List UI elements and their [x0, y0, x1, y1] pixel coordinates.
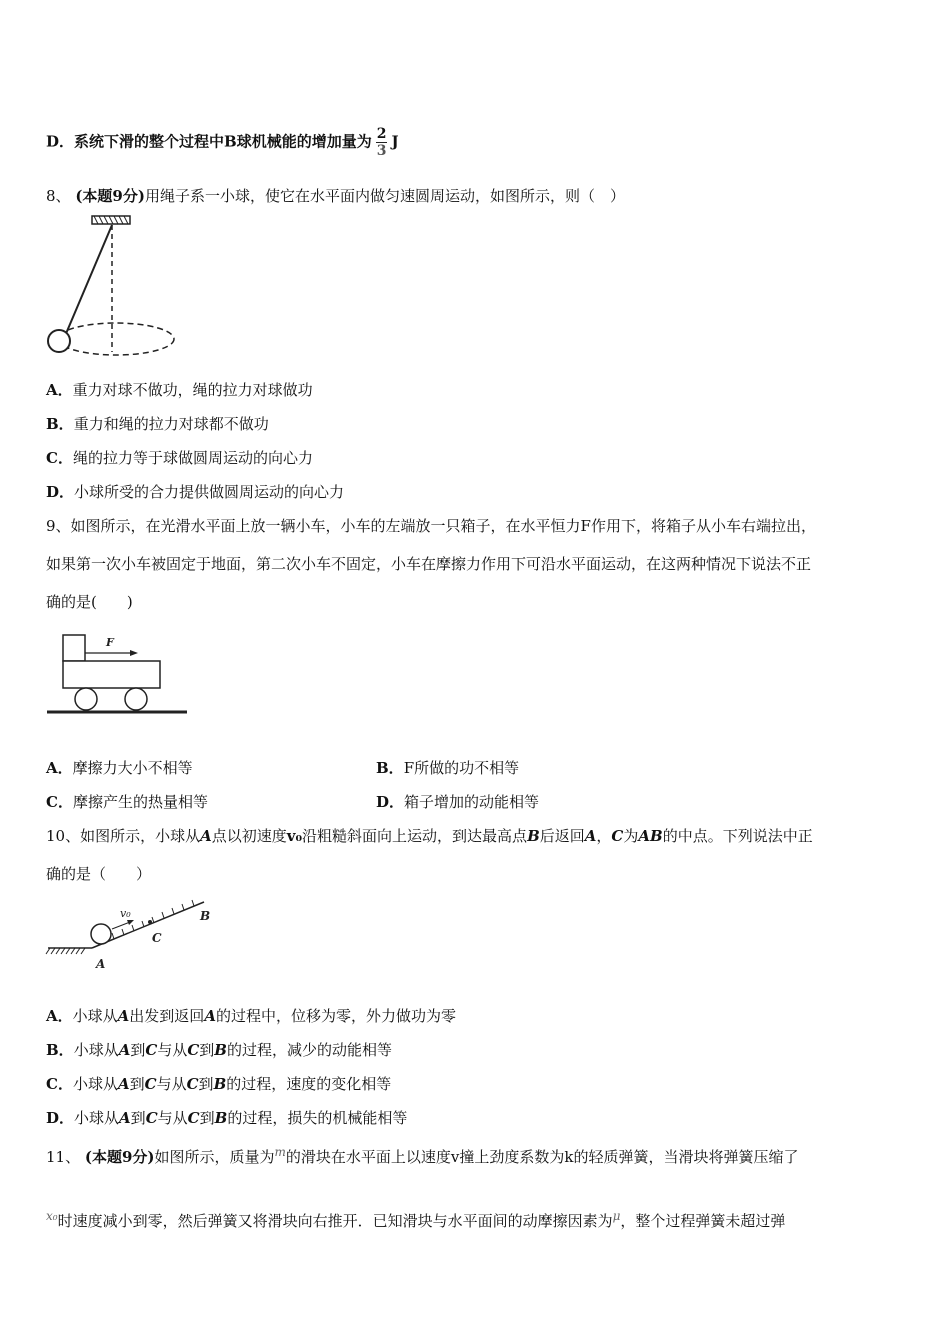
text-run: 为	[623, 827, 639, 845]
text-run: 与从	[156, 1075, 187, 1093]
point-a: A	[118, 1041, 131, 1059]
option-label: D．	[46, 483, 75, 501]
text-run: 到	[130, 1109, 146, 1127]
conical-pendulum-figure	[44, 212, 184, 362]
cart-box-figure	[44, 628, 194, 720]
point-b: B	[213, 1075, 227, 1093]
q10-option-c	[46, 1074, 391, 1094]
q8-option-a	[46, 380, 313, 400]
point-a: A	[117, 1075, 130, 1093]
point-c: C	[145, 1109, 158, 1127]
option-label: C．	[46, 449, 73, 467]
q7-option-d	[46, 126, 399, 159]
text-run: 时速度减小到零，然后弹簧又将滑块向右推开．已知滑块与水平面间的动摩擦因素为	[57, 1212, 613, 1230]
point-b-label: B	[200, 909, 211, 923]
q9-option-a	[46, 758, 193, 778]
text-run: 的过程，速度的变化相等	[226, 1075, 392, 1093]
point-b: B	[214, 1109, 228, 1127]
incline-figure	[44, 898, 224, 976]
point-c: C	[186, 1075, 199, 1093]
option-label: C．	[46, 793, 73, 811]
option-text: 绳的拉力等于球做圆周运动的向心力	[72, 449, 313, 467]
option-label: A．	[46, 759, 73, 777]
question-score: (本题9分)	[84, 1148, 155, 1166]
point-c: C	[187, 1109, 200, 1127]
q11-stem-line-2	[46, 1206, 785, 1231]
question-number: 11、	[46, 1148, 81, 1166]
text-run: 到	[130, 1041, 146, 1059]
force-label: F	[106, 636, 114, 649]
point-c: C	[611, 827, 624, 845]
text-run: 如图所示，质量为	[154, 1148, 275, 1166]
option-label: B．	[376, 759, 404, 777]
text-run: 的过程，减少的动能相等	[226, 1041, 392, 1059]
initial-velocity: v₀	[286, 827, 303, 845]
point-a: A	[200, 827, 212, 845]
option-text: 系统下滑的整个过程中B球机械能的增加量为	[74, 132, 372, 151]
question-score: (本题9分)	[75, 187, 145, 205]
text-run: 小球从	[72, 1075, 118, 1093]
option-text: 小球所受的合力提供做圆周运动的向心力	[74, 483, 345, 501]
text-run: 点以初速度	[211, 827, 287, 845]
point-a: A	[584, 827, 597, 845]
text-run: 到	[198, 1075, 214, 1093]
fraction-denominator: 3	[376, 143, 387, 159]
text-run: 小球从	[72, 1007, 118, 1025]
q10-stem-line-2: 确的是（ ）	[46, 865, 152, 883]
text-run: 小球从	[74, 1109, 120, 1127]
fraction-numerator: 2	[376, 126, 387, 142]
option-text: 重力对球不做功，绳的拉力对球做功	[72, 381, 313, 399]
option-label: B．	[46, 415, 74, 433]
option-label: D．	[376, 793, 405, 811]
text-run: 到	[129, 1075, 145, 1093]
option-text: 重力和绳的拉力对球都不做功	[73, 415, 269, 433]
q9-option-b	[376, 758, 519, 778]
q9-option-d	[376, 792, 539, 812]
text-run: 到	[199, 1041, 215, 1059]
option-label: D．	[46, 132, 75, 151]
text-run: ，	[596, 827, 612, 845]
point-a: A	[204, 1007, 216, 1025]
point-b: B	[527, 827, 540, 845]
compression-symbol: x₀	[46, 1209, 58, 1223]
q9-option-c	[46, 792, 208, 812]
point-c: C	[144, 1075, 157, 1093]
text-run: 小球从	[73, 1041, 119, 1059]
point-c: C	[187, 1041, 200, 1059]
q8-option-d	[46, 482, 344, 502]
q9-stem-line-3: 确的是( )	[46, 593, 133, 611]
option-text: 箱子增加的动能相等	[404, 793, 540, 811]
point-b: B	[214, 1041, 227, 1059]
q11-stem-line-1	[46, 1142, 799, 1167]
text-run: 后返回	[539, 827, 585, 845]
q10-stem-line-1	[46, 826, 813, 846]
point-c-label: C	[152, 931, 162, 945]
option-label: B．	[46, 1041, 74, 1059]
option-text: 摩擦力大小不相等	[72, 759, 193, 777]
text-run: 与从	[157, 1109, 188, 1127]
text-run: 与从	[157, 1041, 188, 1059]
q8-stem	[46, 186, 625, 206]
mass-symbol: m	[274, 1145, 286, 1159]
text-run: 出发到返回	[129, 1007, 205, 1025]
question-text: 用绳子系一小球，使它在水平面内做匀速圆周运动，如图所示，则（ ）	[144, 187, 625, 205]
text-run: ，整个过程弹簧未超过弹	[620, 1212, 786, 1230]
option-label: A．	[46, 1007, 73, 1025]
point-c: C	[145, 1041, 158, 1059]
option-text: 摩擦产生的热量相等	[72, 793, 208, 811]
point-a-label: A	[96, 957, 106, 971]
option-text: F所做的功不相等	[403, 759, 520, 777]
q9-stem-line-1: 9、如图所示，在光滑水平面上放一辆小车，小车的左端放一只箱子，在水平恒力F作用下，将箱子从小车右端拉出，	[46, 517, 816, 535]
q10-option-b	[46, 1040, 392, 1060]
text-run: 10、如图所示，小球从	[46, 827, 201, 845]
option-label: C．	[46, 1075, 73, 1093]
q10-option-a	[46, 1006, 456, 1026]
text-run: 的中点。下列说法中正	[662, 827, 813, 845]
q10-option-d	[46, 1108, 407, 1128]
text-run: 的过程中，位移为零，外力做功为零	[215, 1007, 456, 1025]
text-run: 的滑块在水平面上以速度v撞上劲度系数为k的轻质弹簧，当滑块将弹簧压缩了	[285, 1148, 799, 1166]
q8-option-b	[46, 414, 269, 434]
point-a: A	[119, 1109, 131, 1127]
text-run: 到	[199, 1109, 215, 1127]
point-a: A	[117, 1007, 130, 1025]
question-number: 8、	[46, 187, 71, 205]
option-label: A．	[46, 381, 73, 399]
segment-ab: AB	[638, 827, 663, 845]
unit: J	[391, 132, 399, 151]
fraction	[376, 126, 388, 159]
friction-coefficient-symbol: μ	[612, 1209, 621, 1223]
text-run: 沿粗糙斜面向上运动，到达最高点	[302, 827, 528, 845]
option-label: D．	[46, 1109, 75, 1127]
velocity-label: v₀	[120, 907, 131, 920]
q9-stem-line-2: 如果第一次小车被固定于地面，第二次小车不固定，小车在摩擦力作用下可沿水平面运动，在这两种情况下说法不正	[46, 555, 812, 573]
q8-option-c	[46, 448, 313, 468]
text-run: 的过程，损失的机械能相等	[227, 1109, 408, 1127]
